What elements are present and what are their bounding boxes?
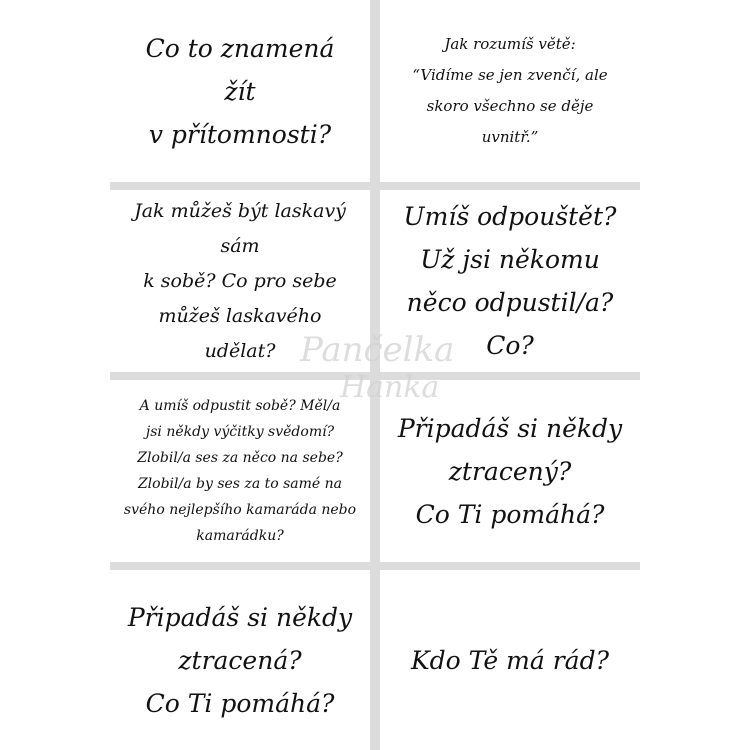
card-line: udělat?: [204, 339, 276, 362]
card-line: uvnitř.”: [481, 128, 539, 146]
card-who-loves-you: [380, 570, 640, 750]
card-present-moment: [110, 0, 370, 182]
card-feeling-lost-feminine: [110, 570, 370, 750]
card-feeling-lost-masculine: [380, 380, 640, 562]
card-line: Zlobil/a by ses za to samé na: [137, 476, 343, 492]
card-line: ztracený?: [448, 456, 572, 486]
card-line: žít: [224, 76, 256, 106]
card-line: A umíš odpustit sobě? Měl/a: [139, 398, 341, 414]
watermark-text: Pančelka: [300, 330, 455, 370]
card-line: v přítomnosti?: [148, 119, 332, 149]
card-forgiveness: [380, 190, 640, 372]
card-line: Co?: [486, 331, 534, 360]
card-line: Zlobil/a ses za něco na sebe?: [137, 450, 343, 466]
card-kind-to-self: [110, 190, 370, 372]
card-line: můžeš laskavého: [158, 304, 322, 327]
card-line: Co to znamená: [145, 33, 335, 63]
card-line: Umíš odpouštět?: [403, 202, 617, 231]
card-line: Jak rozumíš větě:: [444, 35, 576, 53]
card-line: Připadáš si někdy: [127, 602, 353, 632]
card-line: Už jsi někomu: [420, 245, 600, 274]
watermark-text: Hanka: [340, 370, 440, 405]
card-line: skoro všechno se děje: [426, 97, 594, 115]
card-line: jsi někdy výčitky svědomí?: [145, 424, 335, 440]
card-line: kamarádku?: [196, 528, 284, 544]
card-line: něco odpustil/a?: [406, 288, 614, 317]
card-line: ztracená?: [178, 645, 302, 675]
card-line: sám: [220, 234, 260, 257]
card-forgive-yourself: [110, 380, 370, 562]
card-line: Připadáš si někdy: [397, 413, 623, 443]
card-line: “Vidíme se jen zvenčí, ale: [412, 66, 608, 84]
card-seen-from-outside: [380, 0, 640, 182]
card-line: k sobě? Co pro sebe: [143, 269, 337, 292]
card-line: Jak můžeš být laskavý: [134, 199, 346, 222]
card-line: Co Ti pomáhá?: [145, 688, 335, 718]
card-line: Kdo Tě má rád?: [411, 645, 609, 675]
card-line: svého nejlepšího kamaráda nebo: [123, 502, 357, 518]
card-line: Co Ti pomáhá?: [415, 499, 605, 529]
